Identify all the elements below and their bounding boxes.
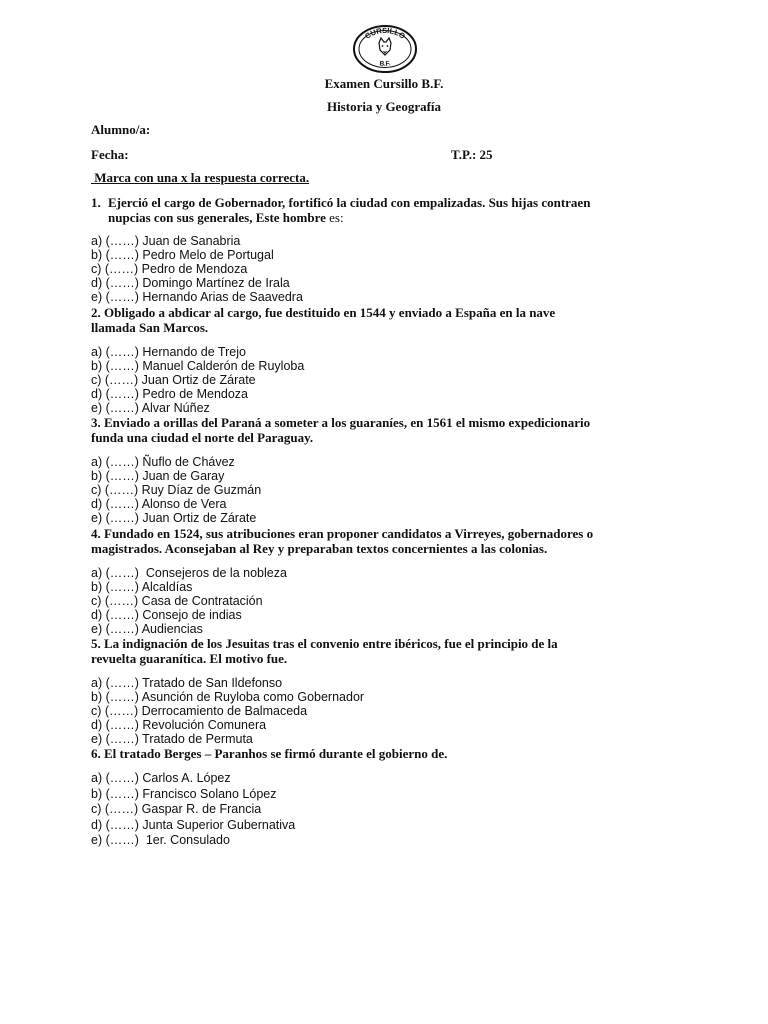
question-number: 5. [91, 636, 101, 651]
options-5 [91, 676, 364, 746]
option-d[interactable]: d) (……) Domingo Martínez de Irala [91, 276, 290, 290]
options-3 [91, 455, 261, 525]
question-text-line1: Enviado a orillas del Paraná a someter a los guaraníes, en 1561 el mismo expedicionario [104, 415, 591, 430]
option-c[interactable]: c) (……) Gaspar R. de Francia [91, 802, 262, 816]
question-number: 3. [91, 415, 101, 430]
svg-text:B.F. [379, 60, 391, 68]
options-1 [91, 234, 303, 304]
total-points-label: T.P.: 25 [451, 147, 493, 162]
question-4 [91, 526, 681, 556]
question-number: 6. [91, 746, 101, 761]
option-e[interactable]: e) (……) Alvar Núñez [91, 401, 210, 415]
option-d[interactable]: d) (……) Alonso de Vera [91, 497, 227, 511]
question-text-line1: Obligado a abdicar al cargo, fue destituido en 1544 y enviado a España en la nave [104, 305, 556, 320]
option-e[interactable]: e) (……) 1er. Consulado [91, 833, 230, 847]
option-b[interactable]: b) (……) Juan de Garay [91, 469, 225, 483]
question-text-line1: El tratado Berges – Paranhos se firmó durante el gobierno de. [104, 746, 448, 761]
option-b[interactable]: b) (……) Asunción de Ruyloba como Gobernador [91, 690, 365, 704]
logo-text-top: CURSILLO [363, 25, 407, 41]
question-text-line2: nupcias con sus generales, Este hombre [108, 210, 326, 225]
exam-title: Examen Cursillo B.F. [324, 76, 444, 91]
question-6 [91, 746, 681, 761]
option-a[interactable]: a) (……) Consejeros de la nobleza [91, 566, 287, 580]
option-e[interactable]: e) (……) Juan Ortiz de Zárate [91, 511, 257, 525]
option-d[interactable]: d) (……) Junta Superior Gubernativa [91, 817, 296, 832]
option-d[interactable]: d) (……) Revolución Comunera [91, 718, 267, 732]
option-b[interactable]: b) (……) Manuel Calderón de Ruyloba [91, 359, 305, 373]
question-text-line2-plain: es: [325, 210, 344, 225]
question-text-line1: Ejerció el cargo de Gobernador, fortificó la ciudad con empalizadas. Sus hijas contraen [108, 195, 591, 210]
question-number: 2. [91, 305, 101, 320]
option-a[interactable]: a) (……) Ñuflo de Chávez [91, 455, 235, 469]
option-c[interactable]: c) (……) Juan Ortiz de Zárate [91, 373, 256, 387]
question-2 [91, 305, 681, 335]
cursillo-logo [352, 24, 418, 74]
question-text-line2: magistrados. Aconsejaban al Rey y preparaban textos concernientes a las colonias. [91, 541, 548, 556]
option-c[interactable]: c) (……) Casa de Contratación [91, 594, 263, 608]
logo-text-bottom: B.F. [378, 60, 392, 68]
option-a[interactable]: a) (……) Juan de Sanabria [91, 234, 241, 248]
exam-subtitle: Historia y Geografía [326, 99, 442, 114]
option-b[interactable]: b) (……) Alcaldías [91, 580, 193, 594]
options-4 [91, 566, 287, 636]
option-e[interactable]: e) (……) Hernando Arias de Saavedra [91, 290, 303, 304]
option-c[interactable]: c) (……) Ruy Díaz de Guzmán [91, 483, 262, 497]
options-2 [91, 345, 304, 415]
option-d[interactable]: d) (……) Consejo de indias [91, 608, 242, 622]
option-b[interactable]: b) (……) Francisco Solano López [91, 786, 277, 801]
question-text-line2: revuelta guaranítica. El motivo fue. [91, 651, 288, 666]
option-c[interactable]: c) (……) Pedro de Mendoza [91, 262, 248, 276]
question-5 [91, 636, 681, 666]
option-b[interactable]: b) (……) Pedro Melo de Portugal [91, 248, 274, 262]
question-number: 1. [91, 195, 101, 210]
question-3 [91, 415, 681, 445]
instruction-text: Marca con una x la respuesta correcta. [91, 170, 310, 185]
question-text-line2: llamada San Marcos. [91, 320, 209, 335]
question-number: 4. [91, 526, 101, 541]
option-d[interactable]: d) (……) Pedro de Mendoza [91, 387, 249, 401]
alumno-label: Alumno/a: [91, 122, 151, 137]
question-text-line2: funda una ciudad el norte del Paraguay. [91, 430, 314, 445]
option-c[interactable]: c) (……) Derrocamiento de Balmaceda [91, 704, 308, 718]
question-1 [91, 195, 681, 225]
option-e[interactable]: e) (……) Audiencias [91, 622, 203, 636]
fecha-label: Fecha: [91, 147, 129, 162]
option-a[interactable]: a) (……) Carlos A. López [91, 771, 231, 785]
question-text-line1: Fundado en 1524, sus atribuciones eran proponer candidatos a Virreyes, gobernadores o [104, 526, 594, 541]
option-e[interactable]: e) (……) Tratado de Permuta [91, 732, 253, 746]
question-text-line1: La indignación de los Jesuitas tras el convenio entre ibéricos, fue el principio de la [104, 636, 558, 651]
options-6 [91, 771, 295, 849]
option-a[interactable]: a) (……) Tratado de San Ildefonso [91, 676, 283, 690]
option-a[interactable]: a) (……) Hernando de Trejo [91, 345, 246, 359]
